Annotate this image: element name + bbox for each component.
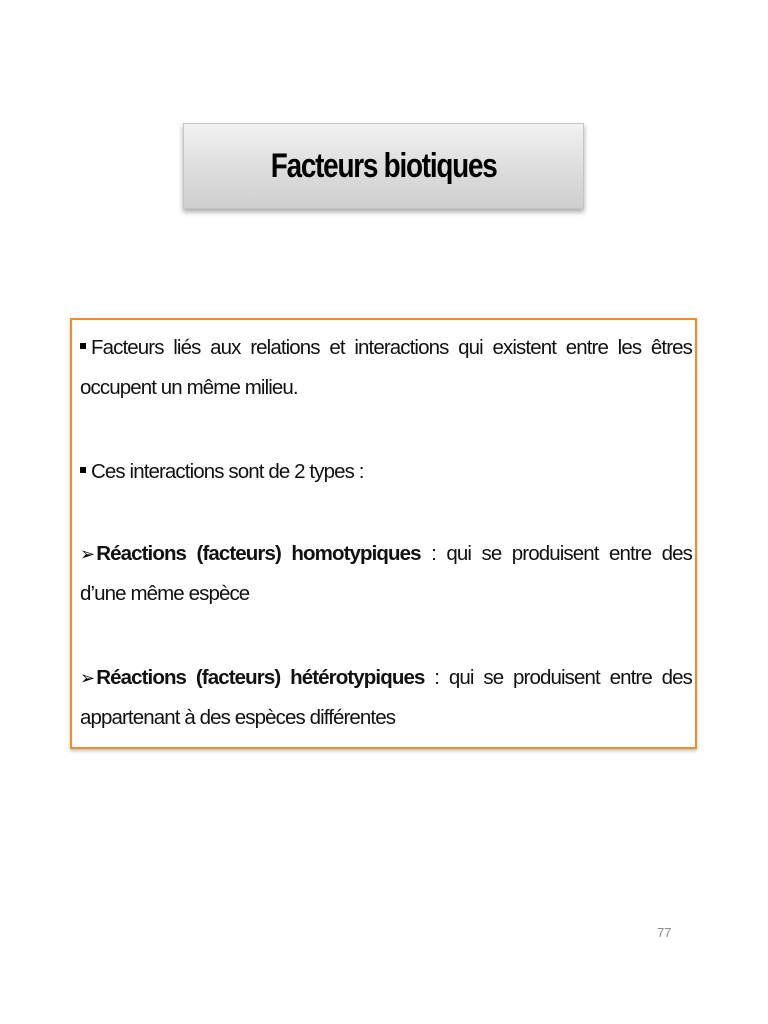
- title-box: [183, 123, 584, 209]
- paragraph-text: : qui se produisent entre des: [434, 666, 692, 689]
- paragraph-line: occupent un même milieu.: [80, 376, 298, 399]
- paragraph-line: [80, 658, 692, 698]
- content-box: [70, 318, 697, 749]
- paragraph-text: Facteurs liés aux relations et interactions qui existent entre les êtres: [91, 336, 692, 359]
- paragraph-line: d’une même espèce: [80, 582, 250, 605]
- paragraph-types: [80, 452, 692, 492]
- paragraph-line: [80, 534, 692, 574]
- paragraph-text: Ces interactions sont de 2 types :: [91, 460, 364, 483]
- square-bullet-icon: [80, 467, 86, 473]
- term-heterotypiques: Réactions (facteurs) hétérotypiques: [96, 666, 425, 689]
- paragraph-heterotypiques: [80, 658, 692, 738]
- arrow-bullet-icon: ➢: [80, 668, 95, 689]
- paragraph-line: appartenant à des espèces différentes: [80, 706, 396, 729]
- paragraph-line: [80, 452, 692, 492]
- square-bullet-icon: [80, 343, 86, 349]
- paragraph-line: [80, 328, 692, 368]
- arrow-bullet-icon: ➢: [80, 544, 95, 565]
- page-number: 77: [657, 925, 672, 940]
- term-homotypiques: Réactions (facteurs) homotypiques: [96, 542, 421, 565]
- paragraph-homotypiques: [80, 534, 692, 614]
- paragraph-relations: [80, 328, 692, 408]
- slide-title: Facteurs biotiques: [270, 146, 497, 185]
- paragraph-text: : qui se produisent entre des: [431, 542, 692, 565]
